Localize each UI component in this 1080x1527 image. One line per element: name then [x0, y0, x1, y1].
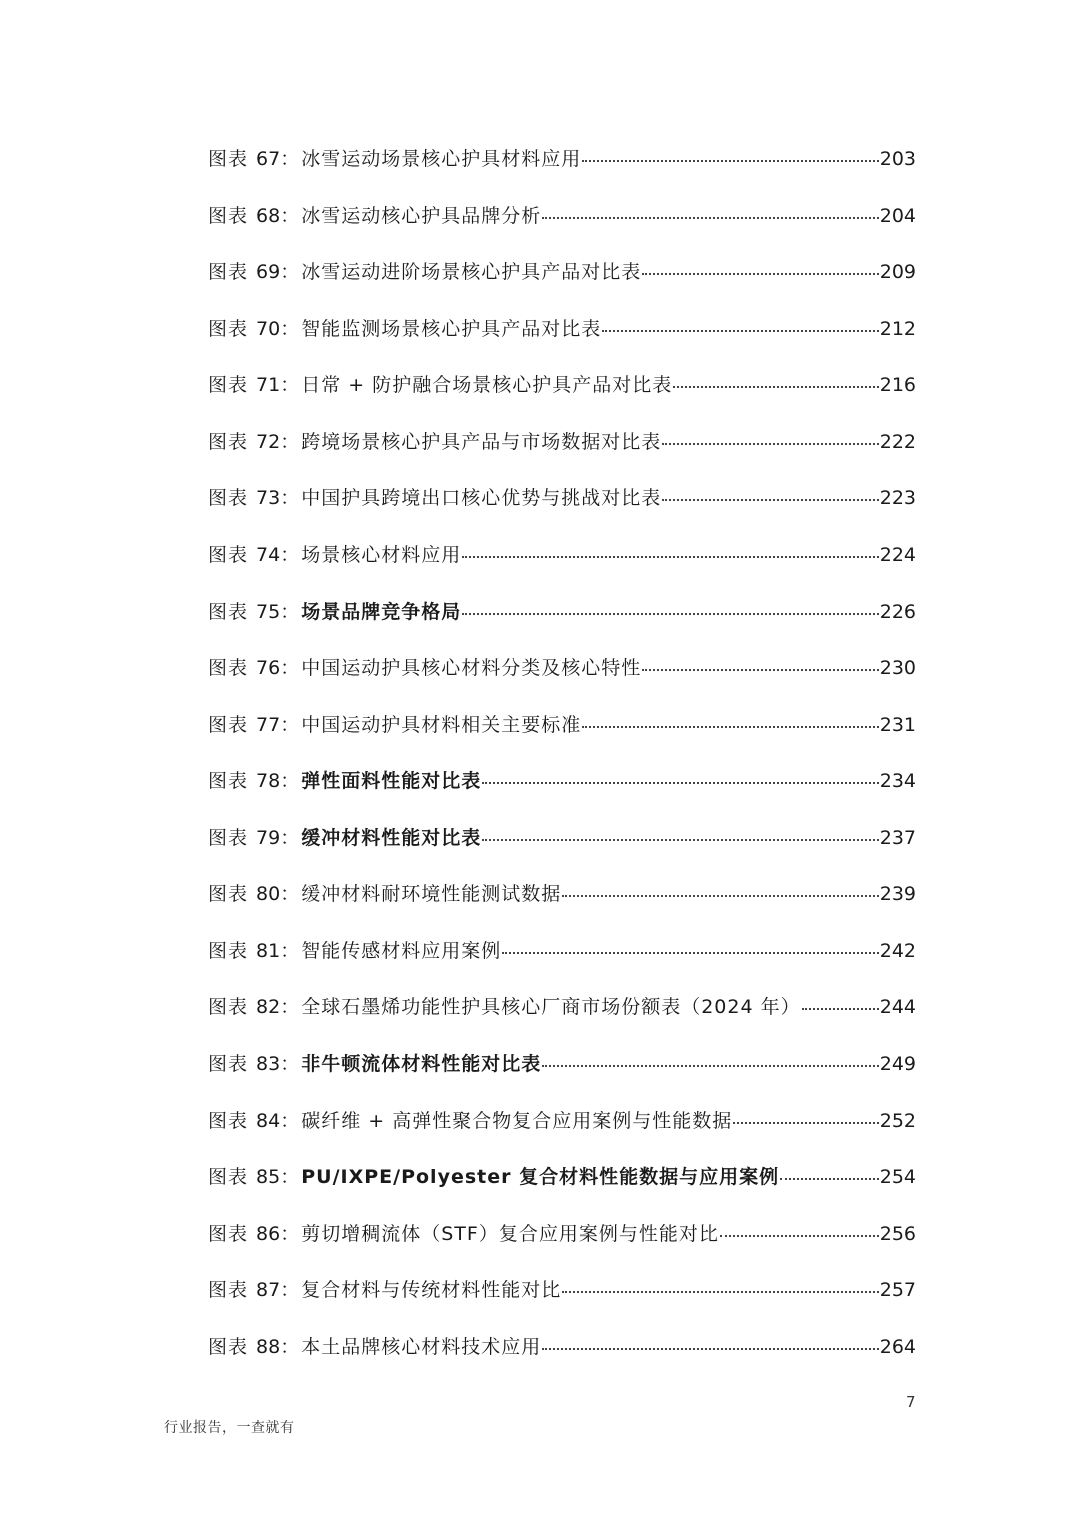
toc-entry-title: 复合材料与传统材料性能对比 [301, 1279, 562, 1302]
toc-entry-title: 缓冲材料耐环境性能测试数据 [301, 883, 562, 906]
toc-entry-page: 242 [879, 939, 916, 962]
toc-entry-page: 231 [879, 713, 916, 736]
dot-leader [462, 613, 879, 615]
toc-entry-75[interactable] [208, 597, 916, 654]
toc-entry-colon: ： [280, 996, 300, 1019]
toc-entry-84[interactable] [208, 1106, 916, 1163]
toc-entry-title: 中国运动护具材料相关主要标准 [301, 713, 582, 736]
dot-leader [542, 1348, 879, 1350]
toc-entry-number: 82 [256, 996, 281, 1019]
dot-leader [482, 839, 879, 841]
toc-entry-number: 85 [256, 1166, 281, 1189]
toc-entry-prefix: 图表 [208, 317, 249, 340]
toc-entry-prefix: 图表 [208, 374, 249, 397]
dot-leader [462, 556, 879, 558]
footer-slogan: 行业报告，一查就有 [164, 1420, 295, 1436]
toc-entry-title: 智能监测场景核心护具产品对比表 [301, 317, 602, 340]
toc-entry-title: 非牛顿流体材料性能对比表 [301, 1053, 542, 1075]
toc-entry-number: 86 [256, 1222, 281, 1245]
dot-leader [780, 1178, 879, 1180]
toc-entry-page: 222 [879, 430, 916, 453]
toc-entry-76[interactable] [208, 653, 916, 710]
toc-entry-title: 冰雪运动场景核心护具材料应用 [301, 148, 582, 170]
toc-entry-colon: ： [280, 317, 300, 340]
toc-entry-page: 244 [879, 996, 916, 1019]
toc-entry-78[interactable] [208, 766, 916, 823]
toc-entry-colon: ： [280, 1222, 300, 1245]
dot-leader [673, 386, 879, 388]
toc-entry-title: 智能传感材料应用案例 [301, 939, 502, 962]
toc-entry-number: 72 [256, 430, 281, 453]
toc-entry-72[interactable] [208, 427, 916, 484]
toc-entry-prefix: 图表 [208, 487, 249, 510]
toc-entry-prefix: 图表 [208, 1222, 249, 1245]
toc-entry-prefix: 图表 [208, 543, 249, 566]
toc-entry-page: 234 [879, 770, 916, 793]
toc-entry-colon: ： [280, 261, 300, 284]
dot-leader [642, 273, 879, 275]
toc-entry-colon: ： [280, 1166, 300, 1189]
toc-entry-number: 81 [256, 939, 281, 962]
dot-leader [562, 1291, 879, 1293]
toc-entry-80[interactable] [208, 879, 916, 936]
toc-entry-title: 冰雪运动核心护具品牌分析 [301, 204, 542, 227]
toc-entry-page: 249 [879, 1053, 916, 1075]
toc-entry-title: 中国护具跨境出口核心优势与挑战对比表 [301, 487, 662, 510]
toc-entry-prefix: 图表 [208, 713, 249, 736]
toc-entry-77[interactable] [208, 710, 916, 767]
toc-entry-number: 76 [256, 657, 281, 680]
toc-entry-prefix: 图表 [208, 204, 249, 227]
toc-entry-title: 全球石墨烯功能性护具核心厂商市场份额表（2024 年） [301, 996, 801, 1019]
toc-entry-title: 日常 + 防护融合场景核心护具产品对比表 [301, 374, 673, 397]
toc-entry-prefix: 图表 [208, 996, 249, 1019]
toc-entry-colon: ： [280, 1053, 300, 1075]
toc-entry-82[interactable] [208, 992, 916, 1049]
toc-entry-number: 67 [256, 148, 281, 170]
dot-leader [502, 952, 879, 954]
toc-entry-colon: ： [280, 430, 300, 453]
toc-entry-prefix: 图表 [208, 600, 249, 623]
toc-entry-83[interactable] [208, 1049, 916, 1106]
dot-leader [542, 1065, 879, 1067]
toc-entry-81[interactable] [208, 936, 916, 993]
toc-entry-colon: ： [280, 883, 300, 906]
toc-entry-title: 场景品牌竞争格局 [301, 600, 462, 623]
toc-entry-title: 中国运动护具核心材料分类及核心特性 [301, 657, 642, 680]
toc-entry-page: 230 [879, 657, 916, 680]
toc-entry-prefix: 图表 [208, 770, 249, 793]
toc-entry-title: 缓冲材料性能对比表 [301, 826, 482, 849]
toc-entry-colon: ： [280, 148, 300, 170]
toc-entry-page: 209 [879, 261, 916, 284]
toc-entry-colon: ： [280, 939, 300, 962]
toc-entry-85[interactable] [208, 1162, 916, 1219]
toc-entry-prefix: 图表 [208, 657, 249, 680]
toc-entry-number: 68 [256, 204, 281, 227]
toc-entry-73[interactable] [208, 483, 916, 540]
toc-entry-page: 203 [879, 148, 916, 170]
toc-entry-page: 216 [879, 374, 916, 397]
toc-entry-page: 226 [879, 600, 916, 623]
toc-entry-number: 73 [256, 487, 281, 510]
toc-entry-prefix: 图表 [208, 1279, 249, 1302]
toc-entry-colon: ： [280, 770, 300, 793]
toc-entry-page: 254 [879, 1166, 916, 1189]
toc-entry-colon: ： [280, 600, 300, 623]
toc-entry-67[interactable] [208, 144, 916, 201]
toc-entry-number: 74 [256, 543, 281, 566]
toc-entry-number: 71 [256, 374, 281, 397]
toc-entry-title: 场景核心材料应用 [301, 543, 462, 566]
toc-entry-86[interactable] [208, 1219, 916, 1276]
dot-leader [602, 330, 879, 332]
toc-entry-page: 237 [879, 826, 916, 849]
toc-entry-74[interactable] [208, 540, 916, 597]
toc-entry-prefix: 图表 [208, 261, 249, 284]
toc-entry-prefix: 图表 [208, 1109, 249, 1132]
toc-entry-colon: ： [280, 713, 300, 736]
toc-entry-colon: ： [280, 204, 300, 227]
dot-leader [720, 1235, 879, 1237]
toc-entry-number: 75 [256, 600, 281, 623]
dot-leader [662, 443, 879, 445]
toc-entry-number: 80 [256, 883, 281, 906]
toc-entry-title: 本土品牌核心材料技术应用 [301, 1335, 542, 1358]
dot-leader [733, 1122, 879, 1124]
toc-entry-prefix: 图表 [208, 1166, 249, 1189]
toc-entry-page: 212 [879, 317, 916, 340]
toc-entry-page: 223 [879, 487, 916, 510]
toc-entry-68[interactable] [208, 201, 916, 258]
toc-entry-page: 239 [879, 883, 916, 906]
toc-entry-number: 70 [256, 317, 281, 340]
toc-entry-prefix: 图表 [208, 1335, 249, 1358]
toc-entry-page: 224 [879, 543, 916, 566]
dot-leader [582, 726, 879, 728]
toc-entry-70[interactable] [208, 314, 916, 371]
toc-entry-page: 204 [879, 204, 916, 227]
dot-leader [562, 895, 879, 897]
toc-entry-prefix: 图表 [208, 826, 249, 849]
toc-entry-title: 碳纤维 + 高弹性聚合物复合应用案例与性能数据 [301, 1109, 733, 1132]
toc-entry-title: 弹性面料性能对比表 [301, 770, 482, 793]
toc-entry-number: 87 [256, 1279, 281, 1302]
dot-leader [662, 499, 879, 501]
toc-entry-87[interactable] [208, 1275, 916, 1332]
toc-entry-page: 264 [879, 1335, 916, 1358]
toc-entry-69[interactable] [208, 257, 916, 314]
toc-entry-colon: ： [280, 487, 300, 510]
toc-entry-page: 252 [879, 1109, 916, 1132]
toc-entry-colon: ： [280, 374, 300, 397]
dot-leader [642, 669, 879, 671]
dot-leader [542, 217, 879, 219]
toc-entry-colon: ： [280, 1279, 300, 1302]
page-number: 7 [906, 1393, 916, 1411]
toc-entry-title: 跨境场景核心护具产品与市场数据对比表 [301, 430, 662, 453]
toc-entry-number: 78 [256, 770, 281, 793]
toc-entry-number: 83 [256, 1053, 281, 1075]
toc-entry-colon: ： [280, 1109, 300, 1132]
toc-entry-colon: ： [280, 1335, 300, 1358]
toc-entry-number: 79 [256, 826, 281, 849]
toc-entry-title: 剪切增稠流体（STF）复合应用案例与性能对比 [301, 1222, 719, 1245]
toc-entry-prefix: 图表 [208, 883, 249, 906]
toc-entry-88[interactable] [208, 1332, 916, 1389]
toc-entry-page: 257 [879, 1279, 916, 1302]
toc-entry-title: PU/IXPE/Polyester 复合材料性能数据与应用案例 [301, 1166, 780, 1189]
toc-entry-79[interactable] [208, 823, 916, 880]
dot-leader [582, 160, 879, 162]
toc-entry-colon: ： [280, 543, 300, 566]
toc-entry-71[interactable] [208, 370, 916, 427]
toc-entry-number: 88 [256, 1335, 281, 1358]
toc-entry-number: 77 [256, 713, 281, 736]
toc-entry-prefix: 图表 [208, 430, 249, 453]
dot-leader [482, 782, 879, 784]
table-of-figures [208, 144, 916, 1388]
dot-leader [802, 1008, 879, 1010]
toc-entry-prefix: 图表 [208, 939, 249, 962]
toc-entry-page: 256 [879, 1222, 916, 1245]
toc-entry-title: 冰雪运动进阶场景核心护具产品对比表 [301, 261, 642, 284]
toc-entry-prefix: 图表 [208, 1053, 249, 1075]
toc-entry-colon: ： [280, 826, 300, 849]
toc-entry-number: 84 [256, 1109, 281, 1132]
toc-entry-prefix: 图表 [208, 148, 249, 170]
toc-entry-number: 69 [256, 261, 281, 284]
toc-entry-colon: ： [280, 657, 300, 680]
